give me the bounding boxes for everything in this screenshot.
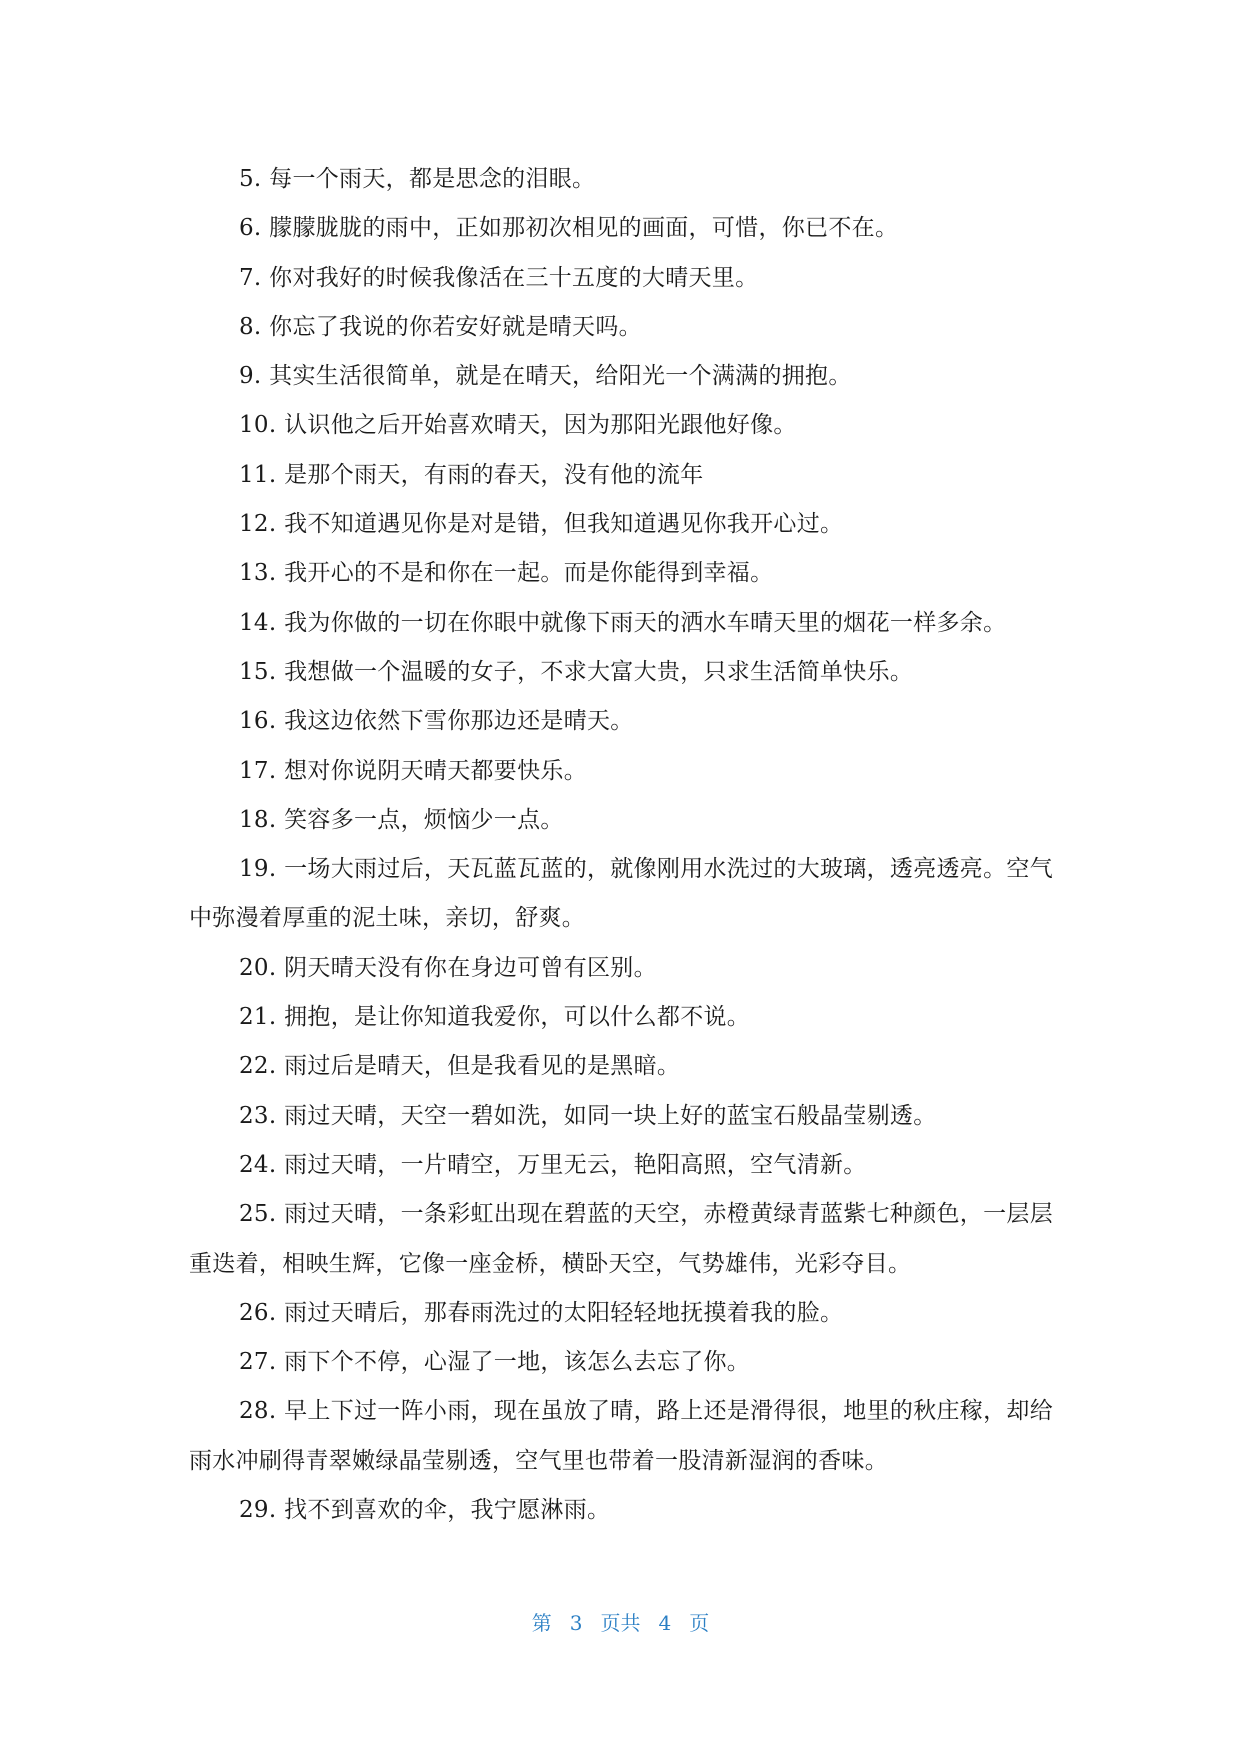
paragraph: 9. 其实生活很简单，就是在晴天，给阳光一个满满的拥抱。 bbox=[239, 363, 852, 390]
paragraph: 29. 找不到喜欢的伞，我宁愿淋雨。 bbox=[239, 1497, 611, 1524]
paragraph: 21. 拥抱，是让你知道我爱你，可以什么都不说。 bbox=[239, 1004, 751, 1031]
paragraph: 24. 雨过天晴，一片晴空，万里无云，艳阳高照，空气清新。 bbox=[239, 1151, 867, 1178]
paragraph: 22. 雨过后是晴天，但是我看见的是黑暗。 bbox=[239, 1053, 681, 1080]
paragraph: 17. 想对你说阴天晴天都要快乐。 bbox=[239, 757, 587, 784]
paragraph: 14. 我为你做的一切在你眼中就像下雨天的洒水车晴天里的烟花一样多余。 bbox=[239, 609, 1007, 636]
paragraph: 27. 雨下个不停，心湿了一地，该怎么去忘了你。 bbox=[239, 1349, 751, 1376]
paragraph: 25. 雨过天晴，一条彩虹出现在碧蓝的天空，赤橙黄绿青蓝紫七种颜色，一层层重迭着，相映生辉，它像一座金桥，横卧天空，气势雄伟，光彩夺目。 bbox=[189, 1201, 1053, 1277]
paragraph: 18. 笑容多一点，烦恼少一点。 bbox=[239, 806, 564, 833]
footer-current-page: 3 bbox=[569, 1611, 583, 1635]
paragraph: 23. 雨过天晴，天空一碧如洗，如同一块上好的蓝宝石般晶莹剔透。 bbox=[239, 1102, 937, 1129]
footer-ye-gong: 页共 bbox=[600, 1611, 641, 1635]
footer-total-pages: 4 bbox=[658, 1611, 672, 1635]
paragraph: 28. 早上下过一阵小雨，现在虽放了晴，路上还是滑得很，地里的秋庄稼，却给雨水冲刷得青翠嫩绿晶莹剔透，空气里也带着一股清新湿润的香味。 bbox=[189, 1398, 1053, 1474]
paragraph: 6. 朦朦胧胧的雨中，正如那初次相见的画面，可惜，你已不在。 bbox=[239, 215, 899, 242]
paragraph: 11. 是那个雨天，有雨的春天，没有他的流年 bbox=[239, 461, 704, 488]
paragraph: 15. 我想做一个温暖的女子，不求大富大贵，只求生活简单快乐。 bbox=[239, 658, 914, 685]
paragraph: 19. 一场大雨过后，天瓦蓝瓦蓝的，就像刚用水洗过的大玻璃，透亮透亮。空气中弥漫着厚重的泥土味，亲切，舒爽。 bbox=[189, 856, 1053, 932]
paragraph: 13. 我开心的不是和你在一起。而是你能得到幸福。 bbox=[239, 560, 774, 587]
footer-di: 第 bbox=[531, 1611, 552, 1635]
paragraph: 7. 你对我好的时候我像活在三十五度的大晴天里。 bbox=[239, 264, 759, 291]
footer-ye: 页 bbox=[689, 1611, 710, 1635]
paragraph: 16. 我这边依然下雪你那边还是晴天。 bbox=[239, 708, 634, 735]
page-footer bbox=[0, 1607, 1241, 1636]
paragraph: 20. 阴天晴天没有你在身边可曾有区别。 bbox=[239, 954, 657, 981]
paragraph: 26. 雨过天晴后，那春雨洗过的太阳轻轻地抚摸着我的脸。 bbox=[239, 1299, 844, 1326]
paragraph: 10. 认识他之后开始喜欢晴天，因为那阳光跟他好像。 bbox=[239, 412, 797, 439]
document-body bbox=[189, 155, 1057, 1535]
paragraph: 5. 每一个雨天，都是思念的泪眼。 bbox=[239, 166, 596, 192]
paragraph: 8. 你忘了我说的你若安好就是晴天吗。 bbox=[239, 313, 642, 340]
paragraph: 12. 我不知道遇见你是对是错，但我知道遇见你我开心过。 bbox=[239, 511, 844, 538]
